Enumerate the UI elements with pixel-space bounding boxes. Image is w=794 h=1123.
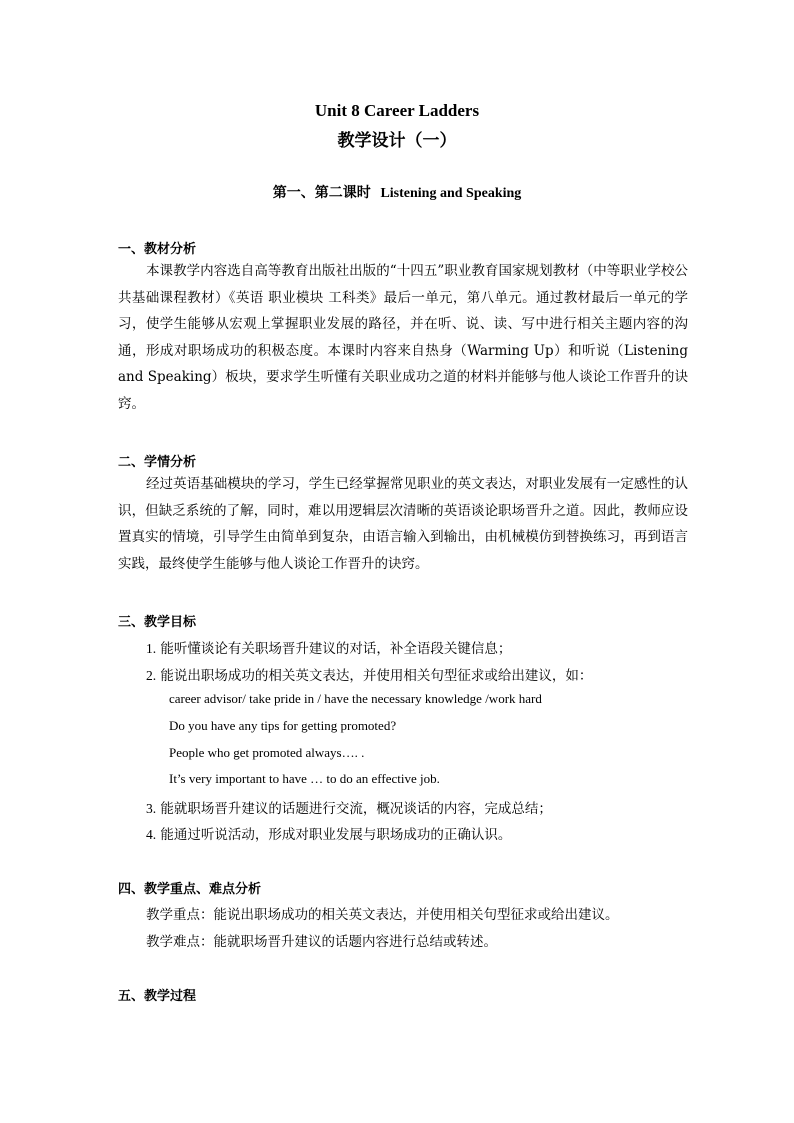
- section-heading-1: 一、教材分析: [118, 242, 197, 257]
- section-heading-5: 五、教学过程: [118, 989, 197, 1004]
- section-2-text: 经过英语基础模块的学习，学生已经掌握常见职业的英文表达，对职业发展有一定感性的认识，但缺乏系统的了解，同时，难以用逻辑层次清晰的英语谈论职场晋升之道。因此，教师应设置真实的情境，引导学生由简单到复杂，由语言输入到输出，由机械模仿到替换练习，再到语言实践，最终使学生能够与他人谈论工作晋升的诀窍。: [118, 476, 688, 572]
- difficult-point: 教学难点：能就职场晋升建议的话题内容进行总结或转述。: [146, 934, 497, 950]
- example-line: Do you have any tips for getting promoted?: [169, 718, 397, 733]
- lesson-zh: 第一、第二课时: [272, 185, 371, 201]
- example-line: career advisor/ take pride in / have the necessary knowledge /work hard: [169, 691, 542, 706]
- section-heading-4: 四、教学重点、难点分析: [118, 882, 262, 897]
- objective-item: 3. 能就职场晋升建议的话题进行交流，概况谈话的内容，完成总结；: [146, 801, 552, 817]
- objective-item: 1. 能听懂谈论有关职场晋升建议的对话，补全语段关键信息；: [146, 641, 512, 657]
- objective-item: 4. 能通过听说活动，形成对职业发展与职场成功的正确认识。: [146, 827, 512, 843]
- lesson-heading: [0, 182, 794, 202]
- lesson-en: Listening and Speaking: [380, 186, 522, 201]
- example-line: It’s very important to have … to do an effective job.: [169, 771, 440, 786]
- title-english: Unit 8 Career Ladders: [314, 101, 480, 120]
- section-heading-2: 二、学情分析: [118, 455, 197, 470]
- key-point: 教学重点：能说出职场成功的相关英文表达，并使用相关句型征求或给出建议。: [146, 907, 619, 923]
- objective-item: 2. 能说出职场成功的相关英文表达，并使用相关句型征求或给出建议，如：: [146, 668, 593, 684]
- title-chinese: 教学设计（一）: [337, 131, 457, 151]
- example-line: People who get promoted always…. .: [169, 745, 365, 760]
- section-heading-3: 三、教学目标: [118, 615, 197, 630]
- section-1-text: 本课教学内容选自高等教育出版社出版的“十四五”职业教育国家规划教材（中等职业学校公共基础课程教材）《英语 职业模块 工科类》最后一单元，第八单元。通过教材最后一单元的学习，使学生能够从宏观上掌握职业发展的路径，并在听、说、读、写中进行相关主题内容的沟通，形成对职场成功的积极态度。本课时内容来自热身（Warming Up）和听说（Listening and Speaking）板块，要求学生听懂有关职业成功之道的材料并能够与他人谈论工作晋升的诀窍。: [118, 263, 688, 412]
